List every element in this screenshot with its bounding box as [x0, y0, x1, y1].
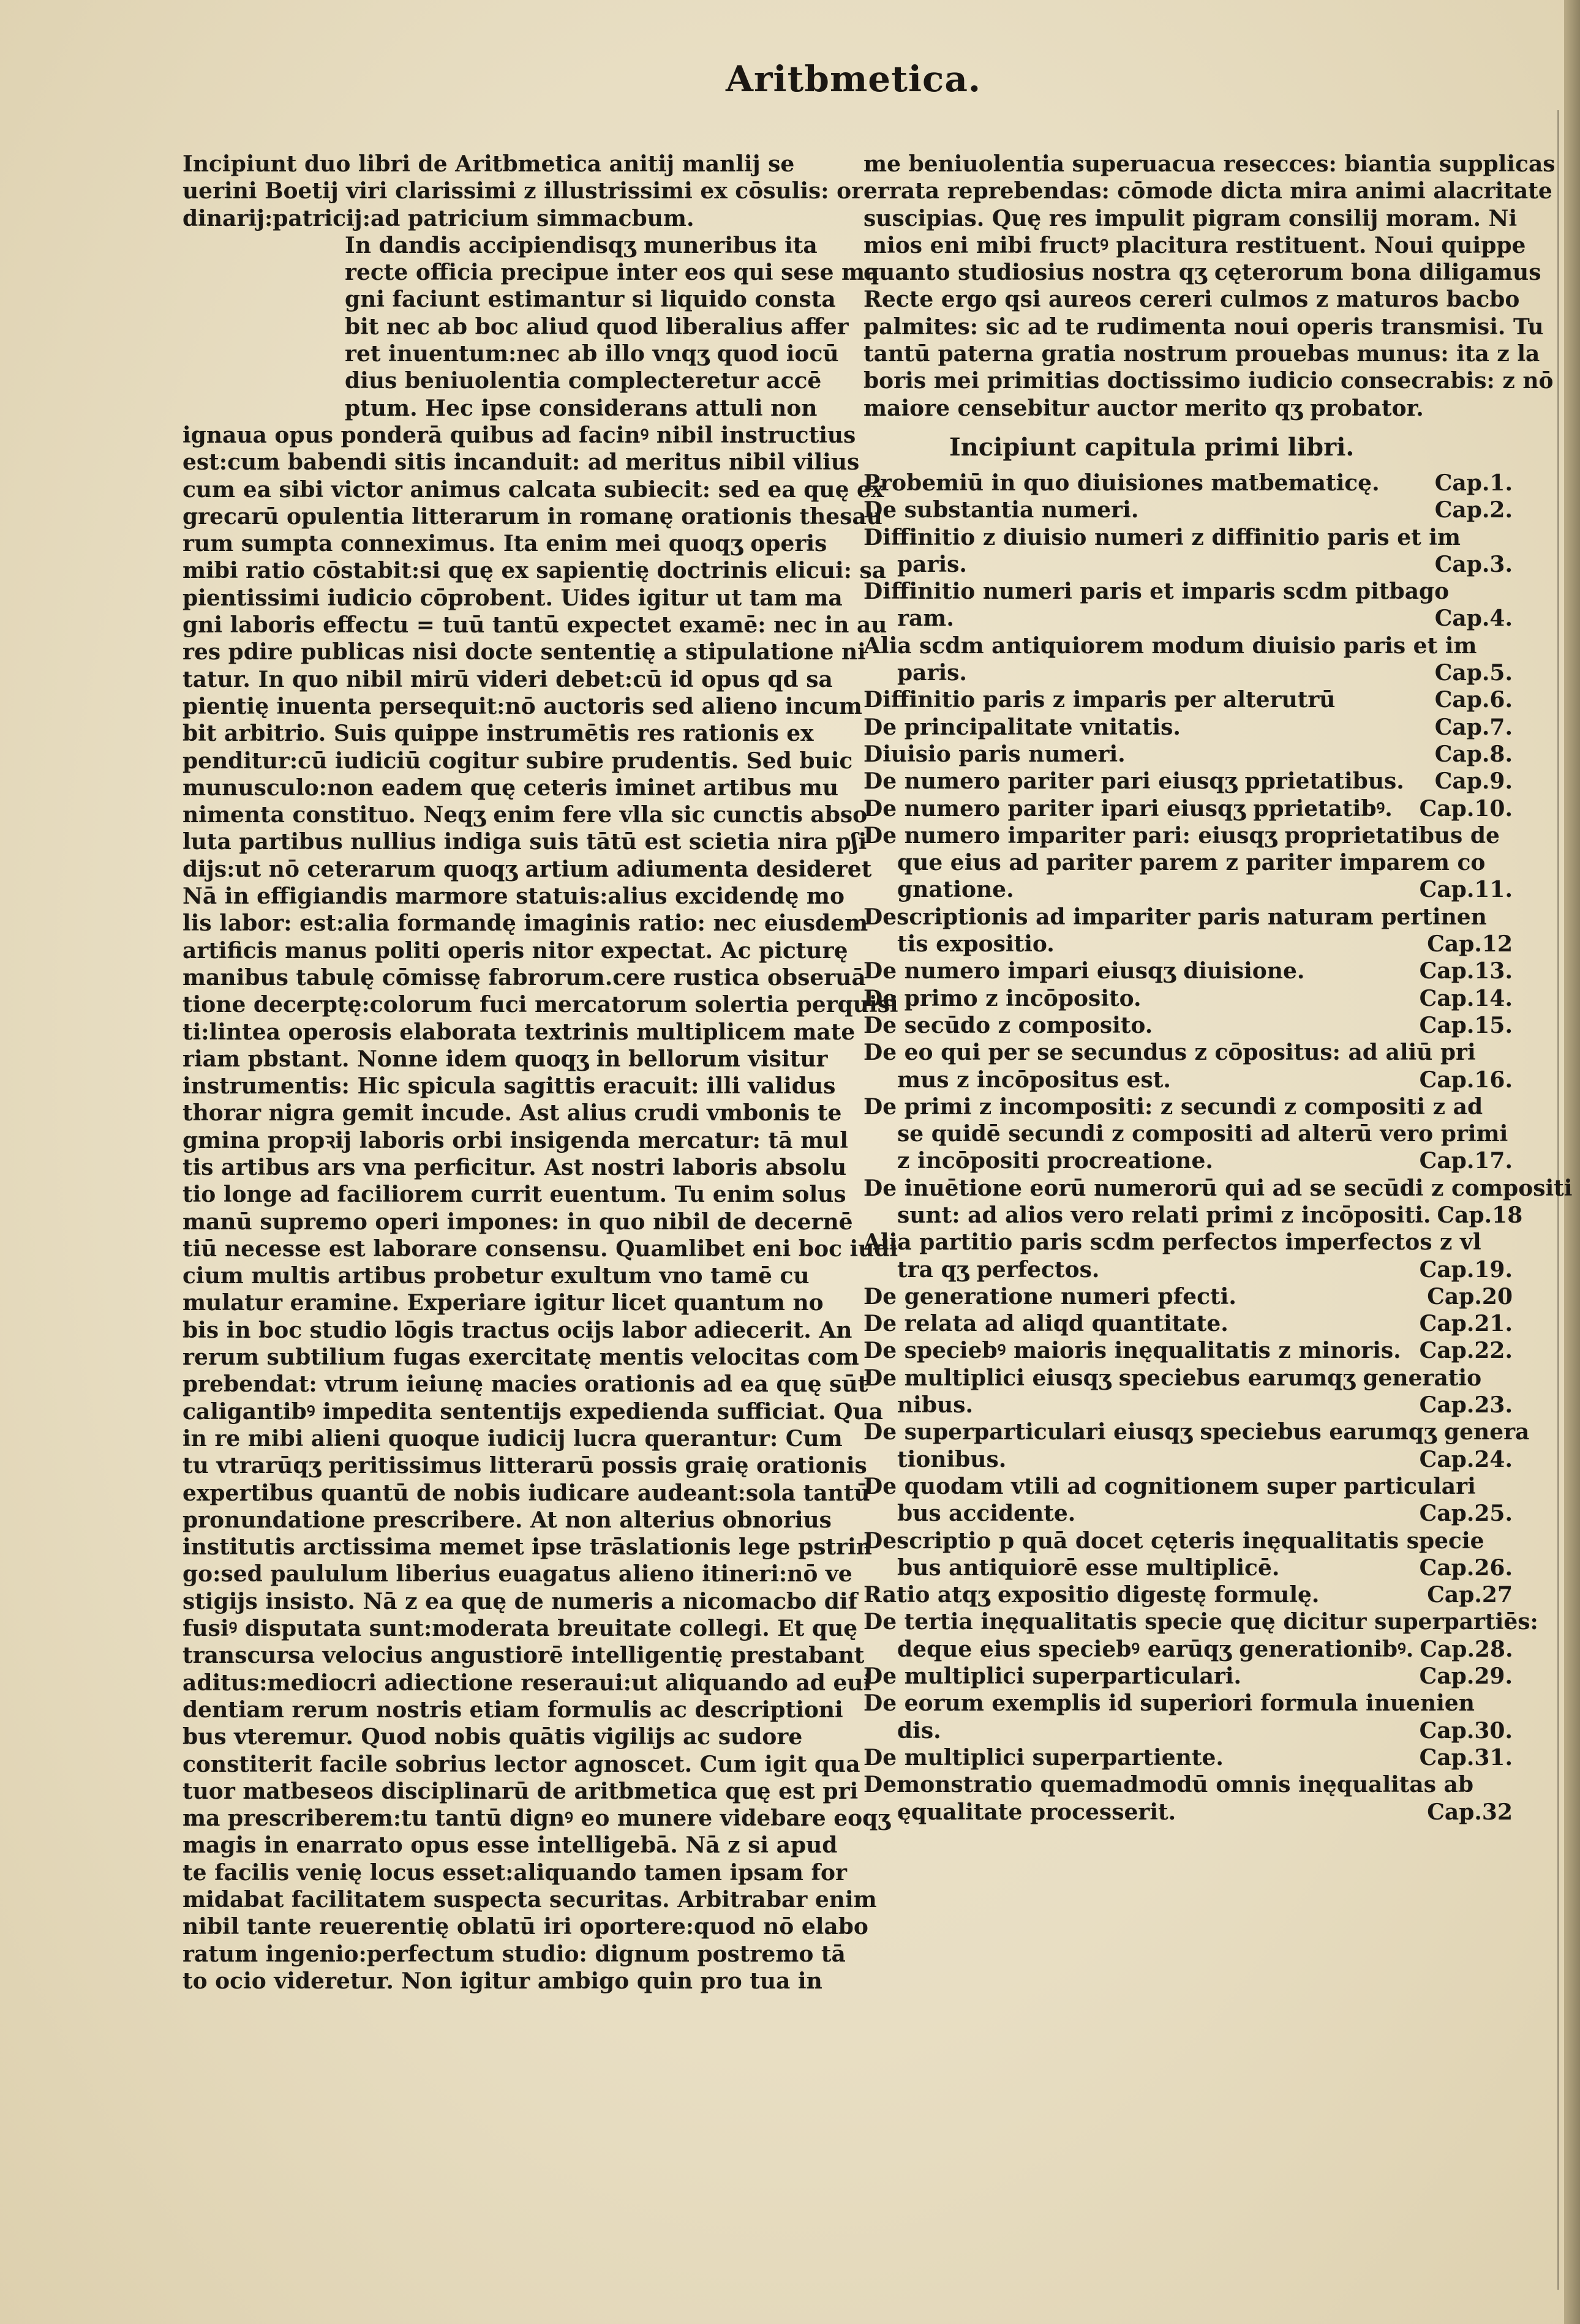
toc-entry-title: De substantia numeri. — [863, 497, 1139, 523]
toc-entry — [863, 1147, 1513, 1174]
text-line: fusiꝰ disputata sunt:moderata breuitate collegi. Et quę — [182, 1616, 858, 1642]
page-edge — [1564, 0, 1580, 2324]
text-line: magis in enarrato opus esse intelligebā. Nā z si apud — [182, 1832, 838, 1859]
toc-entry — [863, 1690, 1513, 1717]
text-line: midabat facilitatem suspecta securitas. Arbitrabar enim — [182, 1887, 877, 1913]
text-line: ti:lintea operosis elaborata textrinis multiplicem mate — [182, 1019, 856, 1045]
toc-chapter-number: Cap.1. — [1434, 470, 1513, 496]
text-line: recte officia precipue inter eos qui sese ma — [345, 260, 879, 286]
text-line: Nā in effigiandis marmore statuis:alius excidendę mo — [182, 883, 845, 910]
text-line: dius beniuolentia complecteretur accē — [345, 368, 822, 394]
text-line: bis in boc studio lōgis tractus ocijs labor adiecerit. An — [182, 1317, 852, 1343]
toc-chapter-number: Cap.25. — [1419, 1501, 1513, 1527]
text-line: bit arbitrio. Suis quippe instrumētis res rationis ex — [182, 721, 814, 747]
toc-chapter-number: Cap.14. — [1419, 985, 1513, 1011]
toc-entry-title: ram. — [897, 605, 954, 632]
toc-entry-title: Diuisio paris numeri. — [863, 741, 1126, 767]
toc-entry — [863, 1256, 1513, 1283]
toc-entry — [863, 1608, 1538, 1635]
text-line: tuor matbeseos disciplinarū de aritbmetica quę est pri — [182, 1778, 859, 1804]
toc-entry — [863, 470, 1513, 497]
text-line: palmites: sic ad te rudimenta noui operis transmisi. Tu — [863, 313, 1544, 340]
text-line: gni faciunt estimantur si liquido consta — [345, 287, 836, 313]
toc-entry — [863, 497, 1513, 523]
text-line: go:sed paululum liberius euagatus alieno itineri:nō ve — [182, 1561, 852, 1587]
toc-chapter-number: Cap.23. — [1419, 1392, 1513, 1419]
text-line: pientię inuenta persequit:nō auctoris sed alieno incum — [182, 693, 862, 719]
toc-entry-title: De principalitate vnitatis. — [863, 714, 1181, 740]
toc-entry — [863, 1446, 1513, 1473]
text-line: te facilis venię locus esset:aliquando tamen ipsam for — [182, 1859, 848, 1886]
text-line: gmina propꝛij laboris orbi insigenda mercatur: tā mul — [182, 1127, 848, 1153]
toc-chapter-number: Cap.5. — [1434, 660, 1513, 686]
toc-entry-title: De superparticulari eiusqʒ speciebus earumqʒ genera — [863, 1419, 1530, 1445]
toc-entry-title: Diffinitio paris z imparis per alterutrū — [863, 687, 1336, 713]
toc-entry — [863, 876, 1513, 903]
toc-chapter-number: Cap.28. — [1420, 1636, 1513, 1662]
toc-entry — [863, 931, 1513, 958]
text-line: pronundatione prescribere. At non alterius obnorius — [182, 1507, 832, 1533]
toc-entry — [863, 1093, 1513, 1120]
toc-entry — [863, 1229, 1513, 1256]
toc-entry — [863, 1283, 1513, 1310]
toc-entry-title: z incōpositi procreatione. — [897, 1148, 1213, 1174]
text-line: to ocio videretur. Non igitur ambigo quin pro tua in — [182, 1968, 822, 1994]
toc-entry-title: dis. — [897, 1717, 941, 1744]
toc-entry — [863, 1365, 1513, 1392]
toc-entry — [863, 659, 1513, 686]
text-line: ret inuentum:nec ab illo vnqʒ quod iocū — [345, 341, 839, 367]
text-line: bit nec ab boc aliud quod liberalius affer — [345, 313, 849, 340]
text-line: dijs:ut nō ceterarum quoqʒ artium adiumenta desideret — [182, 856, 872, 882]
toc-entry-title: paris. — [897, 551, 967, 577]
toc-entry-title: tionibus. — [897, 1446, 1007, 1472]
toc-entry — [863, 1500, 1513, 1527]
toc-entry — [863, 958, 1513, 984]
text-line: ratum ingenio:perfectum studio: dignum postremo tā — [182, 1941, 846, 1967]
toc-entry — [863, 1202, 1523, 1229]
toc-entry-title: sunt: ad alios vero relati primi z incōpositi. — [897, 1202, 1431, 1228]
toc-entry-title: se quidē secundi z compositi ad alterū vero primi — [897, 1121, 1508, 1147]
running-head: Aritbmetica. — [726, 58, 982, 100]
toc-entry — [863, 822, 1513, 849]
left-text-column — [182, 151, 898, 1995]
toc-entry — [863, 1337, 1513, 1364]
toc-entry — [863, 1039, 1513, 1066]
text-line: tio longe ad faciliorem currit euentum. Tu enim solus — [182, 1182, 846, 1208]
text-line: artificis manus politi operis nitor expectat. Ac picturę — [182, 937, 848, 964]
text-line: in re mibi alieni quoque iudicij lucra querantur: Cum — [182, 1425, 843, 1452]
toc-entry-title: gnatione. — [897, 877, 1014, 903]
toc-entry — [863, 605, 1513, 632]
toc-chapter-number: Cap.19. — [1419, 1256, 1513, 1283]
text-line: ma prescriberem:tu tantū dignꝰ eo munere videbare eoqʒ — [182, 1805, 890, 1832]
toc-entry-title: ęqualitate processerit. — [897, 1799, 1176, 1825]
toc-entry-title: De multiplici superpartiente. — [863, 1744, 1224, 1771]
text-line: nimenta constituo. Neqʒ enim fere vlla sic cunctis abso — [182, 802, 868, 828]
text-line: manū supremo operi impones: in quo nibil de decernē — [182, 1209, 853, 1235]
toc-chapter-number: Cap.16. — [1419, 1066, 1513, 1093]
toc-chapter-number: Cap.13. — [1419, 958, 1513, 984]
toc-entry-title: tis expositio. — [897, 931, 1055, 958]
toc-entry-title: que eius ad pariter parem z pariter imparem co — [897, 850, 1486, 876]
text-line: res pdire publicas nisi docte sententię a stipulatione ni — [182, 639, 866, 665]
toc-entry — [863, 632, 1513, 659]
text-line: errata reprebendas: cōmode dicta mira animi alacritate — [863, 178, 1552, 204]
text-line: me beniuolentia superuacua resecces: biantia supplicas — [863, 151, 1556, 177]
toc-chapter-number: Cap.10. — [1419, 795, 1513, 822]
toc-chapter-number: Cap.18 — [1437, 1202, 1523, 1228]
toc-entry — [863, 1392, 1513, 1419]
toc-entry-title: Descriptionis ad impariter paris naturam pertinen — [863, 904, 1487, 930]
text-line: luta partibus nullius indiga suis tātū est scietia nira pʃi — [182, 829, 867, 855]
text-line: maiore censebitur auctor merito qʒ probator. — [863, 395, 1424, 421]
toc-entry-title: De quodam vtili ad cognitionem super particulari — [863, 1473, 1476, 1499]
toc-chapter-number: Cap.6. — [1434, 687, 1513, 713]
toc-entry — [863, 1066, 1513, 1093]
toc-entry-title: bus accidente. — [897, 1501, 1076, 1527]
toc-entry-title: De speciebꝰ maioris inęqualitatis z minoris. — [863, 1338, 1401, 1364]
toc-entry-title: De generatione numeri pfecti. — [863, 1283, 1236, 1310]
toc-entry-title: Descriptio p quā docet cęteris inęqualitatis specie — [863, 1527, 1484, 1554]
table-of-contents — [863, 470, 1573, 1826]
text-line: mibi ratio cōstabit:si quę ex sapientię doctrinis elicui: sa — [182, 558, 887, 584]
toc-entry — [863, 686, 1513, 713]
toc-entry — [863, 1799, 1513, 1826]
text-line: manibus tabulę cōmissę fabrorum.cere rustica obseruā — [182, 964, 866, 991]
toc-entry-title: bus antiquiorē esse multiplicē. — [897, 1554, 1280, 1581]
text-line: tione decerptę:colorum fuci mercatorum solertia perquisi — [182, 992, 898, 1018]
toc-chapter-number: Cap.15. — [1419, 1012, 1513, 1038]
text-line: In dandis accipiendisqʒ muneribus ita — [345, 232, 818, 258]
toc-entry-title: De numero impariter pari: eiusqʒ proprietatibus de — [863, 822, 1500, 849]
text-line: tantū paterna gratia nostrum prouebas munus: ita z la — [863, 341, 1540, 367]
toc-entry — [863, 578, 1513, 605]
text-line: dentiam rerum nostris etiam formulis ac descriptioni — [182, 1696, 843, 1723]
text-line: transcursa velocius angustiorē intelligentię prestabant — [182, 1643, 865, 1669]
text-line: caligantibꝰ impedita sententijs expedienda sufficiat. Qua — [182, 1398, 883, 1425]
text-line: nibil tante reuerentię oblatū iri oportere:quod nō elabo — [182, 1914, 868, 1940]
text-line: dinarij:patricij:ad patricium simmacbum. — [182, 205, 694, 231]
toc-entry — [863, 1663, 1513, 1690]
toc-entry-title: nibus. — [897, 1392, 973, 1419]
text-line: pientissimi iudicio cōprobent. Uides igitur ut tam ma — [182, 585, 843, 611]
text-line: quanto studiosius nostra qʒ cęterorum bona diligamus — [863, 260, 1541, 286]
text-line: constiterit facile sobrius lector agnoscet. Cum igit qua — [182, 1751, 860, 1777]
toc-entry — [863, 1175, 1573, 1202]
toc-entry — [863, 985, 1513, 1012]
toc-entry — [863, 904, 1513, 931]
toc-chapter-number: Cap.30. — [1419, 1717, 1513, 1744]
text-line: boris mei primitias doctissimo iudicio consecrabis: z nō — [863, 368, 1554, 394]
text-line: cum ea sibi victor animus calcata subiecit: sed ea quę ex — [182, 476, 884, 503]
toc-entry-title: De eo qui per se secundus z cōpositus: ad aliū pri — [863, 1040, 1476, 1066]
text-line: bus vteremur. Quod nobis quātis vigilijs ac sudore — [182, 1724, 803, 1750]
text-line: rum sumpta conneximus. Ita enim mei quoqʒ operis — [182, 531, 827, 557]
text-line: mios eni mibi fructꝰ placitura restituent. Noui quippe — [863, 232, 1526, 258]
text-line: uerini Boetij viri clarissimi z illustrissimi ex cōsulis: or — [182, 178, 863, 204]
toc-entry-title: De multiplici eiusqʒ speciebus earumqʒ generatio — [863, 1365, 1482, 1391]
toc-entry — [863, 1581, 1513, 1608]
toc-entry-title: Probemiū in quo diuisiones matbematicę. — [863, 470, 1380, 496]
text-line: grecarū opulentia litterarum in romanę orationis thesau — [182, 503, 882, 530]
text-line: tiū necesse est laborare consensu. Quamlibet eni boc iudi — [182, 1235, 898, 1262]
toc-entry — [863, 1473, 1513, 1500]
toc-entry — [863, 768, 1513, 795]
toc-entry — [863, 1310, 1513, 1337]
toc-entry-title: De secūdo z composito. — [863, 1012, 1153, 1038]
toc-heading: Incipiunt capitula primi libri. — [949, 432, 1355, 462]
text-line: aditus:mediocri adiectione reseraui:ut aliquando ad eui — [182, 1670, 872, 1696]
text-line: institutis arctissima memet ipse trāslationis lege pstrin — [182, 1534, 872, 1561]
toc-entry-title: De primi z incompositi: z secundi z compositi z ad — [863, 1093, 1483, 1120]
toc-entry-title: Diffinitio z diuisio numeri z diffinitio paris et im — [863, 524, 1461, 550]
text-line: cium multis artibus probetur exultum vno tamē cu — [182, 1263, 810, 1289]
toc-entry — [863, 849, 1513, 876]
text-line: gni laboris effectu = tuū tantū expectet examē: nec in au — [182, 612, 887, 639]
toc-chapter-number: Cap.24. — [1419, 1446, 1513, 1472]
toc-entry-title: De inuētione eorū numerorū qui ad se secūdi z compositi — [863, 1175, 1573, 1201]
toc-chapter-number: Cap.7. — [1434, 714, 1513, 740]
toc-chapter-number: Cap.9. — [1434, 768, 1513, 795]
toc-entry-title: De numero pariter pari eiusqʒ pprietatibus. — [863, 768, 1404, 795]
toc-chapter-number: Cap.29. — [1419, 1663, 1513, 1690]
text-line: est:cum babendi sitis incanduit: ad meritus nibil vilius — [182, 449, 860, 476]
text-line: riam pbstant. Nonne idem quoqʒ in bellorum visitur — [182, 1046, 828, 1072]
toc-entry-title: mus z incōpositus est. — [897, 1066, 1171, 1093]
text-line: tatur. In quo nibil mirū videri debet:cū id opus qd sa — [182, 666, 833, 692]
toc-entry — [863, 1717, 1513, 1744]
text-line: rerum subtilium fugas exercitatę mentis velocitas com — [182, 1344, 859, 1371]
text-line: mulatur eramine. Experiare igitur licet quantum no — [182, 1290, 824, 1316]
toc-entry — [863, 1527, 1513, 1554]
toc-chapter-number: Cap.26. — [1419, 1554, 1513, 1581]
toc-entry — [863, 1012, 1513, 1039]
toc-chapter-number: Cap.22. — [1419, 1338, 1513, 1364]
text-line: tu vtrarūqʒ peritissimus litterarū possis graię orationis — [182, 1453, 867, 1479]
toc-entry-title: De tertia inęqualitatis specie quę dicitur superpartiēs: — [863, 1609, 1538, 1635]
toc-entry — [863, 551, 1513, 578]
toc-chapter-number: Cap.12 — [1427, 931, 1513, 958]
toc-chapter-number: Cap.17. — [1419, 1148, 1513, 1174]
toc-entry — [863, 1744, 1513, 1771]
toc-entry-title: Diffinitio numeri paris et imparis scdm pitbago — [863, 579, 1450, 605]
toc-entry-title: Demonstratio quemadmodū omnis inęqualitas ab — [863, 1772, 1474, 1798]
toc-entry-title: De eorum exemplis id superiori formula inuenien — [863, 1690, 1475, 1717]
toc-chapter-number: Cap.31. — [1419, 1744, 1513, 1771]
toc-entry — [863, 714, 1513, 741]
text-line: prebendat: vtrum ieiunę macies orationis ad ea quę sūt — [182, 1371, 868, 1398]
text-line: penditur:cū iudiciū cogitur subire prudentis. Sed buic — [182, 748, 853, 774]
text-line: ignaua opus ponderā quibus ad facinꝰ nibil instructius — [182, 422, 856, 448]
text-line: instrumentis: Hic spicula sagittis eracuit: illi validus — [182, 1073, 836, 1100]
text-line: ptum. Hec ipse considerans attuli non — [345, 395, 818, 421]
toc-entry — [863, 741, 1513, 768]
text-line: Incipiunt duo libri de Aritbmetica anitij manlij se — [182, 151, 795, 177]
toc-entry — [863, 524, 1513, 551]
text-line: Recte ergo qsi aureos cereri culmos z maturos bacbo — [863, 287, 1520, 313]
toc-chapter-number: Cap.11. — [1419, 877, 1513, 903]
right-text-column — [863, 151, 1573, 1826]
text-line: stigijs insisto. Nā z ea quę de numeris a nicomacbo dif — [182, 1588, 858, 1614]
toc-entry — [863, 1636, 1513, 1663]
text-line: tis artibus ars vna perficitur. Ast nostri laboris absolu — [182, 1154, 847, 1180]
toc-chapter-number: Cap.32 — [1427, 1799, 1513, 1825]
toc-entry — [863, 1120, 1513, 1147]
right-intro-text — [863, 151, 1556, 422]
toc-entry-title: Alia partitio paris scdm perfectos imperfectos z vl — [863, 1229, 1481, 1256]
toc-chapter-number: Cap.27 — [1427, 1582, 1513, 1608]
toc-entry-title: tra qʒ perfectos. — [897, 1256, 1100, 1283]
text-line: munusculo:non eadem quę ceteris iminet artibus mu — [182, 774, 839, 801]
toc-entry-title: deque eius speciebꝰ earūqʒ generationibꝰ. — [897, 1636, 1414, 1662]
toc-entry — [863, 795, 1513, 822]
toc-chapter-number: Cap.8. — [1434, 741, 1513, 767]
toc-entry-title: De relata ad aliqd quantitate. — [863, 1311, 1228, 1337]
toc-entry-title: Ratio atqʒ expositio digestę formulę. — [863, 1582, 1320, 1608]
toc-entry-title: De multiplici superparticulari. — [863, 1663, 1242, 1690]
toc-entry — [863, 1419, 1530, 1445]
toc-entry-title: De numero pariter ipari eiusqʒ pprietatibꝰ. — [863, 795, 1393, 822]
toc-entry — [863, 1554, 1513, 1581]
toc-entry-title: De numero impari eiusqʒ diuisione. — [863, 958, 1305, 984]
toc-entry-title: De primo z incōposito. — [863, 985, 1142, 1011]
toc-chapter-number: Cap.2. — [1434, 497, 1513, 523]
text-line: suscipias. Quę res impulit pigram consilij moram. Ni — [863, 205, 1518, 231]
toc-entry-title: paris. — [897, 660, 967, 686]
text-line: lis labor: est:alia formandę imaginis ratio: nec eiusdem — [182, 910, 868, 937]
toc-entry — [863, 1771, 1513, 1798]
toc-chapter-number: Cap.4. — [1434, 605, 1513, 632]
text-line: expertibus quantū de nobis iudicare audeant:sola tantū — [182, 1480, 870, 1506]
toc-chapter-number: Cap.21. — [1419, 1311, 1513, 1337]
text-line: thorar nigra gemit incude. Ast alius crudi vmbonis te — [182, 1100, 842, 1126]
toc-entry-title: Alia scdm antiquiorem modum diuisio paris et im — [863, 632, 1477, 659]
toc-chapter-number: Cap.3. — [1434, 551, 1513, 577]
toc-chapter-number: Cap.20 — [1427, 1283, 1513, 1310]
